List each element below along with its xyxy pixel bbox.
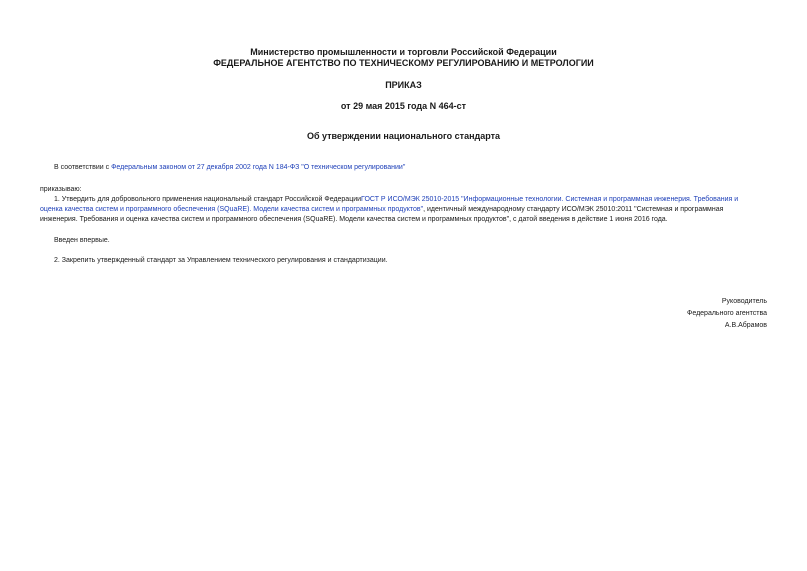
item1-prefix: 1. Утвердить для добровольного применения национальный стандарт Российской Федерации <box>54 196 362 203</box>
federal-law-link[interactable]: Федеральным законом от 27 декабря 2002 года N 184-ФЗ "О техническом регулировании" <box>111 164 406 171</box>
item1-line3: инженерия. Требования и оценка качества систем и программного обеспечения (SQuaRE). Модели качества систем и программных продуктов", с датой введения в действие 1 июня 2016 года. <box>40 216 668 223</box>
standard-link-line2[interactable]: оценка качества систем и программного обеспечения (SQuaRE). Модели качества систем и программных продуктов" <box>40 206 424 213</box>
signature-block <box>687 296 767 332</box>
basis-paragraph <box>54 163 405 173</box>
agency-title: ФЕДЕРАЛЬНОЕ АГЕНТСТВО ПО ТЕХНИЧЕСКОМУ РЕГУЛИРОВАНИЮ И МЕТРОЛОГИИ <box>213 58 594 68</box>
ministry-title: Министерство промышленности и торговли Российской Федерации <box>250 47 557 57</box>
item1-line2 <box>40 205 770 215</box>
introduced-note: Введен впервые. <box>54 237 110 244</box>
basis-prefix: В соответствии с <box>54 164 112 171</box>
document-date-number: от 29 мая 2015 года N 464-ст <box>340 101 467 111</box>
item2-paragraph: 2. Закрепить утвержденный стандарт за Управлением технического регулирования и стандартизации. <box>54 257 388 264</box>
standard-link-line1[interactable]: ГОСТ Р ИСО/МЭК 25010-2015 "Информационные технологии. Системная и программная инженерия. Требования и <box>361 196 739 203</box>
signature-position-line2: Федерального агентства <box>687 310 767 317</box>
signature-position-line1: Руководитель <box>721 298 767 305</box>
order-word: приказываю: <box>40 186 82 193</box>
signature-name: А.В.Абрамов <box>724 322 767 329</box>
item1-line1 <box>54 195 770 205</box>
document-type: ПРИКАЗ <box>385 80 422 90</box>
document-subject: Об утверждении национального стандарта <box>306 131 501 141</box>
item1-rest-line2: , идентичный международному стандарту ИСО/МЭК 25010:2011 "Системная и программная <box>423 206 724 213</box>
